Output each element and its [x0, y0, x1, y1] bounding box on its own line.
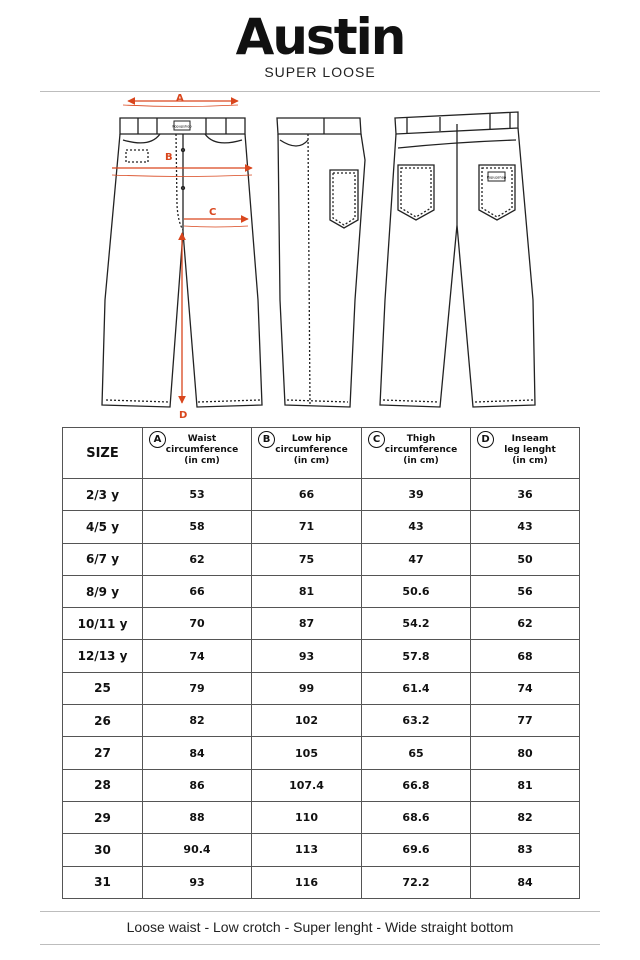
- column-header-inseam: [471, 428, 580, 479]
- badge-a: A: [149, 431, 166, 448]
- bottom-divider-bottom: [40, 944, 600, 945]
- hip-cell: 93: [252, 640, 362, 672]
- size-cell: 25: [63, 672, 143, 704]
- badge-b: B: [258, 431, 275, 448]
- size-cell: 29: [63, 801, 143, 833]
- column-label-inseam: Inseam leg lenght (in cm): [504, 434, 556, 466]
- table-header-row: [63, 428, 580, 479]
- jeans-measurement-diagram: [0, 92, 640, 422]
- thigh-cell: 65: [362, 737, 471, 769]
- waist-cell: 93: [143, 866, 252, 898]
- inseam-cell: 81: [471, 769, 580, 801]
- thigh-cell: 54.2: [362, 608, 471, 640]
- size-cell: 4/5 y: [63, 511, 143, 543]
- hip-cell: 87: [252, 608, 362, 640]
- thigh-cell: 63.2: [362, 705, 471, 737]
- label-b: B: [165, 152, 173, 163]
- table-row: [63, 769, 580, 801]
- table-row: [63, 608, 580, 640]
- thigh-cell: 68.6: [362, 801, 471, 833]
- hip-cell: 113: [252, 834, 362, 866]
- brand-title: Austin: [235, 8, 405, 66]
- size-cell: 8/9 y: [63, 575, 143, 607]
- inseam-cell: 50: [471, 543, 580, 575]
- thigh-cell: 57.8: [362, 640, 471, 672]
- size-cell: 31: [63, 866, 143, 898]
- table-row: [63, 834, 580, 866]
- table-row: [63, 672, 580, 704]
- size-column-header: SIZE: [63, 428, 143, 479]
- size-cell: 2/3 y: [63, 479, 143, 511]
- waist-cell: 58: [143, 511, 252, 543]
- label-a: A: [176, 93, 184, 104]
- thigh-cell: 39: [362, 479, 471, 511]
- waist-cell: 86: [143, 769, 252, 801]
- thigh-cell: 47: [362, 543, 471, 575]
- hip-cell: 110: [252, 801, 362, 833]
- hip-cell: 105: [252, 737, 362, 769]
- inseam-cell: 74: [471, 672, 580, 704]
- inseam-cell: 68: [471, 640, 580, 672]
- size-cell: 26: [63, 705, 143, 737]
- hip-cell: 107.4: [252, 769, 362, 801]
- waist-cell: 88: [143, 801, 252, 833]
- hip-cell: 99: [252, 672, 362, 704]
- label-c: C: [209, 207, 217, 218]
- waist-cell: 74: [143, 640, 252, 672]
- inseam-cell: 62: [471, 608, 580, 640]
- table-row: [63, 737, 580, 769]
- size-chart-table: [62, 427, 580, 899]
- inseam-cell: 43: [471, 511, 580, 543]
- waist-cell: 82: [143, 705, 252, 737]
- size-cell: 27: [63, 737, 143, 769]
- bottom-divider-top: [40, 911, 600, 912]
- hip-cell: 75: [252, 543, 362, 575]
- thigh-cell: 50.6: [362, 575, 471, 607]
- waist-cell: 70: [143, 608, 252, 640]
- thigh-cell: 69.6: [362, 834, 471, 866]
- hip-cell: 71: [252, 511, 362, 543]
- column-header-low-hip: [252, 428, 362, 479]
- badge-c: C: [368, 431, 385, 448]
- inseam-cell: 77: [471, 705, 580, 737]
- waist-cell: 90.4: [143, 834, 252, 866]
- size-cell: 30: [63, 834, 143, 866]
- size-cell: 28: [63, 769, 143, 801]
- size-cell: 12/13 y: [63, 640, 143, 672]
- column-label-waist: Waist circumference (in cm): [165, 434, 239, 466]
- side-view: [277, 118, 365, 407]
- size-cell: 10/11 y: [63, 608, 143, 640]
- column-label-low-hip: Low hip circumference (in cm): [275, 434, 348, 466]
- hip-cell: 81: [252, 575, 362, 607]
- thigh-cell: 72.2: [362, 866, 471, 898]
- thigh-cell: 43: [362, 511, 471, 543]
- thigh-cell: 61.4: [362, 672, 471, 704]
- table-row: [63, 511, 580, 543]
- fit-description: Loose waist - Low crotch - Super lenght - Wide straight bottom: [126, 919, 514, 935]
- column-header-waist: [143, 428, 252, 479]
- hip-cell: 102: [252, 705, 362, 737]
- back-view: [380, 112, 535, 407]
- column-header-thigh: [362, 428, 471, 479]
- table-row: [63, 640, 580, 672]
- inseam-cell: 84: [471, 866, 580, 898]
- table-row: [63, 479, 580, 511]
- badge-d: D: [477, 431, 494, 448]
- waist-cell: 79: [143, 672, 252, 704]
- waist-cell: 53: [143, 479, 252, 511]
- inseam-cell: 56: [471, 575, 580, 607]
- waist-cell: 66: [143, 575, 252, 607]
- waist-cell: 62: [143, 543, 252, 575]
- thigh-cell: 66.8: [362, 769, 471, 801]
- table-row: [63, 705, 580, 737]
- hip-cell: 116: [252, 866, 362, 898]
- size-cell: 6/7 y: [63, 543, 143, 575]
- table-row: [63, 866, 580, 898]
- table-row: [63, 801, 580, 833]
- inseam-cell: 82: [471, 801, 580, 833]
- column-label-thigh: Thigh circumference (in cm): [384, 434, 458, 466]
- pocket-tag-front: Popupshop: [172, 124, 192, 129]
- table-row: [63, 575, 580, 607]
- inseam-cell: 36: [471, 479, 580, 511]
- pocket-tag-back: Popupshop: [486, 175, 507, 180]
- model-subtitle: SUPER LOOSE: [264, 64, 376, 80]
- table-row: [63, 543, 580, 575]
- hip-cell: 66: [252, 479, 362, 511]
- inseam-cell: 80: [471, 737, 580, 769]
- measurement-lines: [112, 101, 252, 403]
- label-d: D: [179, 410, 188, 421]
- waist-cell: 84: [143, 737, 252, 769]
- inseam-cell: 83: [471, 834, 580, 866]
